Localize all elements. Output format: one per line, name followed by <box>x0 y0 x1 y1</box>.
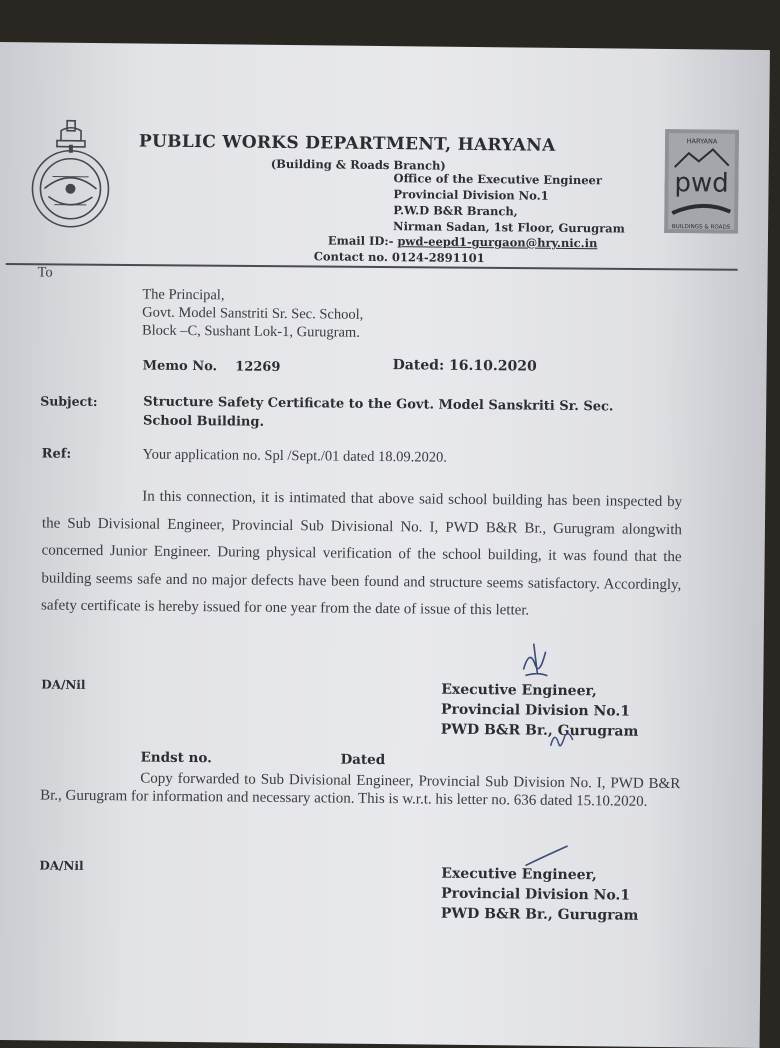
endorsement-number-label: Endst no. <box>140 749 212 767</box>
recipient-line: Block –C, Sushant Lok-1, Gurugram. <box>141 322 360 341</box>
signatory-line: PWD B&R Br., Gurugram <box>440 905 639 924</box>
signatory-line: Provincial Division No.1 <box>441 885 631 904</box>
office-line: P.W.D B&R Branch, <box>393 203 518 219</box>
office-line: Office of the Executive Engineer <box>393 171 603 188</box>
email-label: Email ID:- <box>327 233 398 249</box>
subject-text <box>143 393 614 436</box>
contact-number: Contact no. 0124-2891101 <box>313 249 485 266</box>
ref-text: Your application no. Spl /Sept./01 dated 18.09.2020. <box>142 446 447 466</box>
email-line <box>328 233 598 250</box>
signatory-line: PWD B&R Br., Gurugram <box>440 721 639 740</box>
initials-mark-icon <box>547 728 577 750</box>
email-link[interactable]: pwd-eepd1-gurgaon@hry.nic.in <box>397 234 598 251</box>
letter-body: In this connection, it is intimated that above said school building has been inspected by the Sub Divisional Engineer, Provincial Sub Divisional No. I, PWD B&R Br., Gurugram alongwith concerned Junior Engineer. During physical verification of the school building, it was found that the building seems safe and no major defects have been found and structure seems satisfactory. Accordingly, safety certificate is hereby issued for one year from the date of issue of this letter. <box>41 488 683 619</box>
header-divider <box>6 263 738 270</box>
haryana-emblem-icon <box>22 114 119 235</box>
letter-paper <box>0 42 770 1048</box>
ref-label: Ref: <box>41 446 72 462</box>
pwd-logo-icon <box>664 129 739 234</box>
endorsement-signatory-block <box>441 864 639 926</box>
memo-label: Memo No. <box>142 358 218 375</box>
signatory-line: Executive Engineer, <box>441 681 597 700</box>
logo-bottom-text: BUILDINGS & ROADS <box>671 224 731 231</box>
recipient-line: Govt. Model Sanstriti Sr. Sec. School, <box>142 304 364 323</box>
office-address <box>393 170 625 236</box>
logo-main-text: pwd <box>674 168 729 199</box>
enclosure-note: DA/Nil <box>41 677 86 692</box>
signatory-block <box>441 680 639 742</box>
signature-mark-icon <box>515 639 555 681</box>
subject-label: Subject: <box>40 393 98 410</box>
memo-value: 12269 <box>235 359 281 375</box>
endorsement-enclosure-note: DA/Nil <box>39 858 84 873</box>
subject-line: School Building. <box>142 413 265 430</box>
memo-number <box>143 359 281 375</box>
signatory-line: Provincial Division No.1 <box>440 701 631 720</box>
to-label: To <box>37 264 53 281</box>
department-title: PUBLIC WORKS DEPARTMENT, HARYANA <box>138 131 556 156</box>
branch-subtitle: (Building & Roads Branch) <box>270 156 446 173</box>
office-line: Nirman Sadan, 1st Floor, Gurugram <box>393 219 625 236</box>
office-line: Provincial Division No.1 <box>393 187 549 203</box>
recipient-line: The Principal, <box>142 286 225 304</box>
letter-date: Dated: 16.10.2020 <box>392 357 537 375</box>
endorsement-body: Copy forwarded to Sub Divisional Engineer, Provincial Sub Division No. I, PWD B&R Br., Gurugram for information and necessary action. This is w.r.t. his letter no. 636 dated 15.10.2020. <box>40 770 681 810</box>
logo-top-text: HARYANA <box>686 137 718 146</box>
subject-line: Structure Safety Certificate to the Govt. Model Sanskriti Sr. Sec. <box>143 394 614 415</box>
signatory-line: Executive Engineer, <box>441 865 597 884</box>
endorsement-date-label: Dated <box>340 751 386 769</box>
recipient-address <box>142 286 364 342</box>
